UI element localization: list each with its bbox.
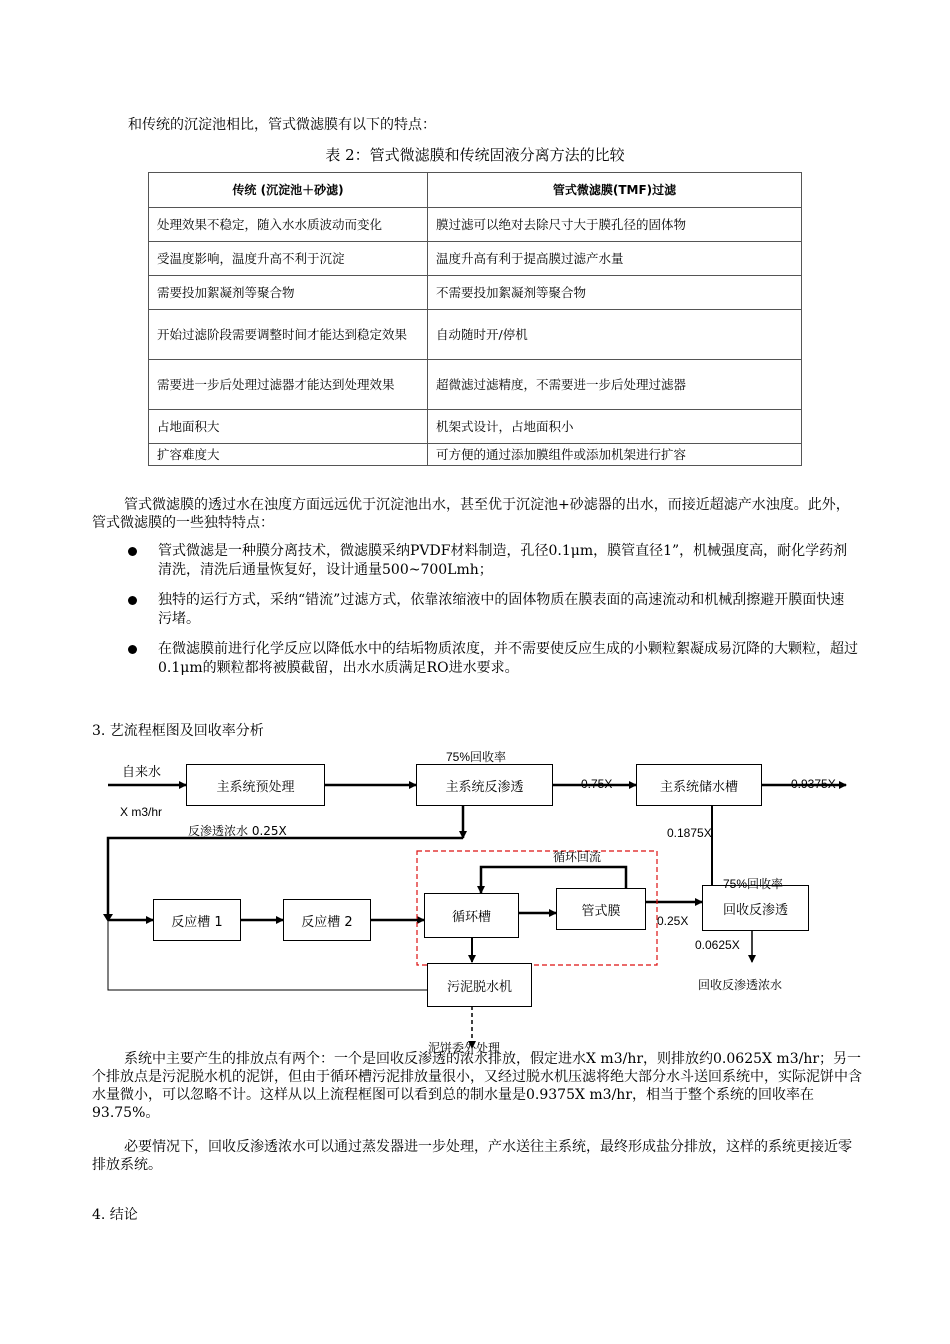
section-3-heading: 3. 艺流程框图及回收率分析 xyxy=(92,723,264,739)
label-flow-025: 0.25X xyxy=(657,914,689,928)
box-tube-membrane: 管式膜 xyxy=(556,888,646,930)
table-header-traditional: 传统 (沉淀池＋砂滤) xyxy=(149,173,428,208)
comparison-table xyxy=(148,172,802,466)
table-cell: 处理效果不稳定，随入水水质波动而变化 xyxy=(149,208,428,242)
table-caption: 表 2：管式微滤膜和传统固液分离方法的比较 xyxy=(325,146,625,164)
label-flow-01875: 0.1875X xyxy=(667,826,712,840)
feature-list: 管式微滤是一种膜分离技术，微滤膜采纳PVDF材料制造，孔径0.1μm，膜管直径1”，机械强度高，耐化学药剂清洗，清洗后通量恢复好，设计通量500~700Lmh； 独特的运行方式，采纳“错流”过滤方式，依靠浓缩液中的固体物质在膜表面的高速流动和机械刮擦避开膜面快速污堵。 在微滤膜前进行化学反应以降低水中的结垢物质浓度，并不需要使反应生成的小颗粒絮凝成易沉降的大颗粒，超过0.1μm的颗粒都将被膜截留，出水水质满足RO进水要求。 xyxy=(92,542,862,682)
table-cell: 开始过滤阶段需要调整时间才能达到稳定效果 xyxy=(149,310,428,360)
table-header-row xyxy=(149,173,802,208)
table-row xyxy=(149,410,802,444)
tmf-unit-boundary xyxy=(417,851,657,965)
paragraph-discharge-analysis: 系统中主要产生的排放点有两个：一个是回收反渗透的浓水排放，假定进水X m3/hr，则排放约0.0625X m3/hr；另一个排放点是污泥脱水机的泥饼，但由于循环槽污泥排放量很小，又经过脱水机压滤将绝大部分水斗送回系统中，实际泥饼中含水量微小，可以忽略不计。这样从以上流程框图可以看到总的制水量是0.9375X m3/hr，相当于整个系统的回收率在93.75%。 xyxy=(92,1051,862,1121)
label-tap-water: 自来水 xyxy=(122,765,162,780)
section-4-heading: 4. 结论 xyxy=(92,1207,138,1223)
table-row xyxy=(149,310,802,360)
table-cell: 自动随时开/停机 xyxy=(428,310,802,360)
table-cell: 占地面积大 xyxy=(149,410,428,444)
box-react2: 反应槽 2 xyxy=(283,899,371,941)
table-row xyxy=(149,242,802,276)
label-flow-075: 0.75X xyxy=(581,777,613,791)
flow-line-concentrate xyxy=(108,838,463,920)
table-cell: 可方便的通过添加膜组件或添加机架进行扩容 xyxy=(428,444,802,466)
label-flow-09375: 0.9375X xyxy=(791,777,836,791)
label-flow-in: X m3/hr xyxy=(120,805,163,819)
label-concentrate: 反渗透浓水 0.25X xyxy=(188,824,287,838)
table-header-tmf: 管式微滤膜(TMF)过滤 xyxy=(428,173,802,208)
table-cell: 受温度影响，温度升高不利于沉淀 xyxy=(149,242,428,276)
table-cell: 不需要投加絮凝剂等聚合物 xyxy=(428,276,802,310)
table-cell: 超微滤过滤精度，不需要进一步后处理过滤器 xyxy=(428,360,802,410)
table-row xyxy=(149,276,802,310)
label-ro-recovery: 75%回收率 xyxy=(446,750,507,764)
label-circ-return: 循环回流 xyxy=(553,850,602,864)
bullet-dot-icon xyxy=(128,645,137,654)
table-cell: 需要投加絮凝剂等聚合物 xyxy=(149,276,428,310)
table-cell: 温度升高有利于提高膜过滤产水量 xyxy=(428,242,802,276)
bullet-dot-icon xyxy=(128,547,137,556)
bullet-dot-icon xyxy=(128,596,137,605)
table-row xyxy=(149,360,802,410)
label-cake-disposal: 泥饼委外处理 xyxy=(428,1041,501,1055)
label-recovery-rate2: 75%回收率 xyxy=(723,877,784,891)
flow-line-sludge-return xyxy=(108,920,427,990)
paragraph-tmf-turbidity: 管式微滤膜的透过水在浊度方面远远优于沉淀池出水，甚至优于沉淀池+砂滤器的出水，而接近超滤产水浊度。此外，管式微滤膜的一些独特特点： xyxy=(92,497,850,531)
label-recovery-concentrate: 回收反渗透浓水 xyxy=(698,978,783,992)
box-recovery-ro: 回收反渗透 xyxy=(702,885,809,931)
table-cell: 需要进一步后处理过滤器才能达到处理效果 xyxy=(149,360,428,410)
table-cell: 机架式设计，占地面积小 xyxy=(428,410,802,444)
box-main-tank: 主系统储水槽 xyxy=(636,764,762,806)
box-sludge-dewater: 污泥脱水机 xyxy=(427,963,532,1007)
paragraph-zero-discharge: 必要情况下，回收反渗透浓水可以通过蒸发器进一步处理，产水送往主系统，最终形成盐分排放，这样的系统更接近零排放系统。 xyxy=(92,1139,852,1173)
box-main-ro: 主系统反渗透 xyxy=(416,764,553,806)
table-row xyxy=(149,208,802,242)
table-cell: 扩容难度大 xyxy=(149,444,428,466)
table-cell: 膜过滤可以绝对去除尺寸大于膜孔径的固体物 xyxy=(428,208,802,242)
intro-text: 和传统的沉淀池相比，管式微滤膜有以下的特点： xyxy=(128,117,436,133)
box-pretreatment: 主系统预处理 xyxy=(186,764,325,806)
label-flow-00625: 0.0625X xyxy=(695,938,740,952)
box-circ-tank: 循环槽 xyxy=(424,893,519,938)
flow-line-circ-return xyxy=(481,867,626,893)
table-row xyxy=(149,444,802,466)
box-react1: 反应槽 1 xyxy=(153,899,241,941)
junction-marker xyxy=(103,914,113,922)
